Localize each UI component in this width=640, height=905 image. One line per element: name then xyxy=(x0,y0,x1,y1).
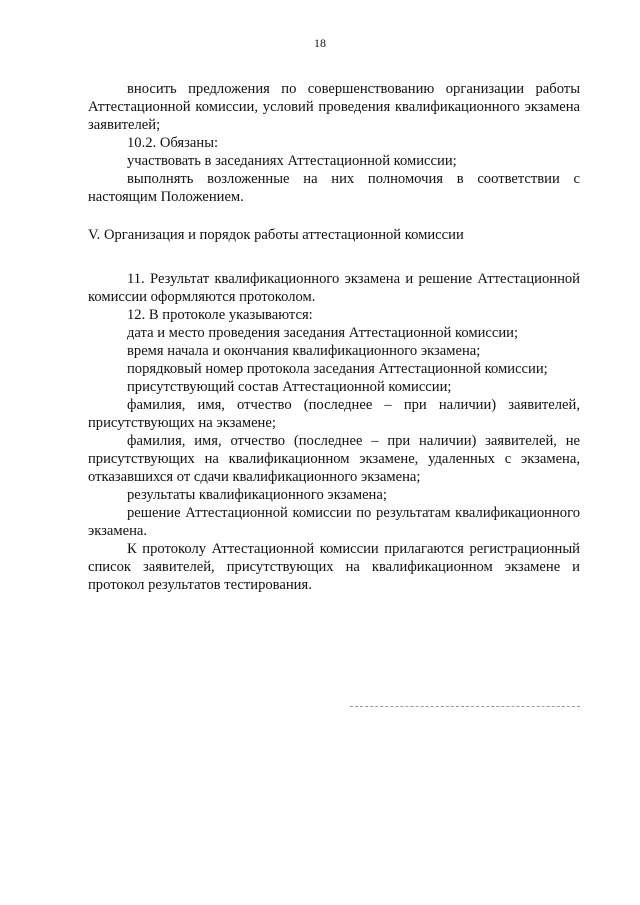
paragraph: время начала и окончания квалификационного экзамена; xyxy=(127,343,481,359)
section-heading: V. Организация и порядок работы аттестационной комиссии xyxy=(88,227,464,243)
paragraph: решение Аттестационной комиссии по результатам квалификационного экзамена. xyxy=(88,505,580,539)
paragraph: дата и место проведения заседания Аттестационной комиссии; xyxy=(127,325,519,341)
page-number: 18 xyxy=(314,36,326,50)
paragraph: присутствующий состав Аттестационной комиссии; xyxy=(127,379,452,395)
paragraph: 12. В протоколе указываются: xyxy=(127,307,313,323)
footer-divider xyxy=(350,706,580,707)
document-body xyxy=(88,80,580,594)
paragraph: порядковый номер протокола заседания Аттестационной комиссии; xyxy=(127,361,548,377)
paragraph: вносить предложения по совершенствованию организации работы Аттестационной комиссии, условий проведения квалификационного экзамена заявителей; xyxy=(88,81,580,133)
paragraph: участвовать в заседаниях Аттестационной комиссии; xyxy=(127,153,457,169)
paragraph: результаты квалификационного экзамена; xyxy=(127,487,387,503)
paragraph: фамилия, имя, отчество (последнее – при наличии) заявителей, присутствующих на экзамене; xyxy=(88,397,580,431)
paragraph: 11. Результат квалификационного экзамена и решение Аттестационной комиссии оформляются протоколом. xyxy=(88,271,580,305)
paragraph: 10.2. Обязаны: xyxy=(127,135,219,151)
paragraph: фамилия, имя, отчество (последнее – при наличии) заявителей, не присутствующих на квалификационном экзамене, удаленных с экзамена, отказавшихся от сдачи квалификационного экзамена; xyxy=(88,433,580,485)
paragraph: К протоколу Аттестационной комиссии прилагаются регистрационный список заявителей, присутствующих на квалификационном экзамене и протокол результатов тестирования. xyxy=(88,541,580,593)
paragraph: выполнять возложенные на них полномочия в соответствии с настоящим Положением. xyxy=(88,171,580,205)
